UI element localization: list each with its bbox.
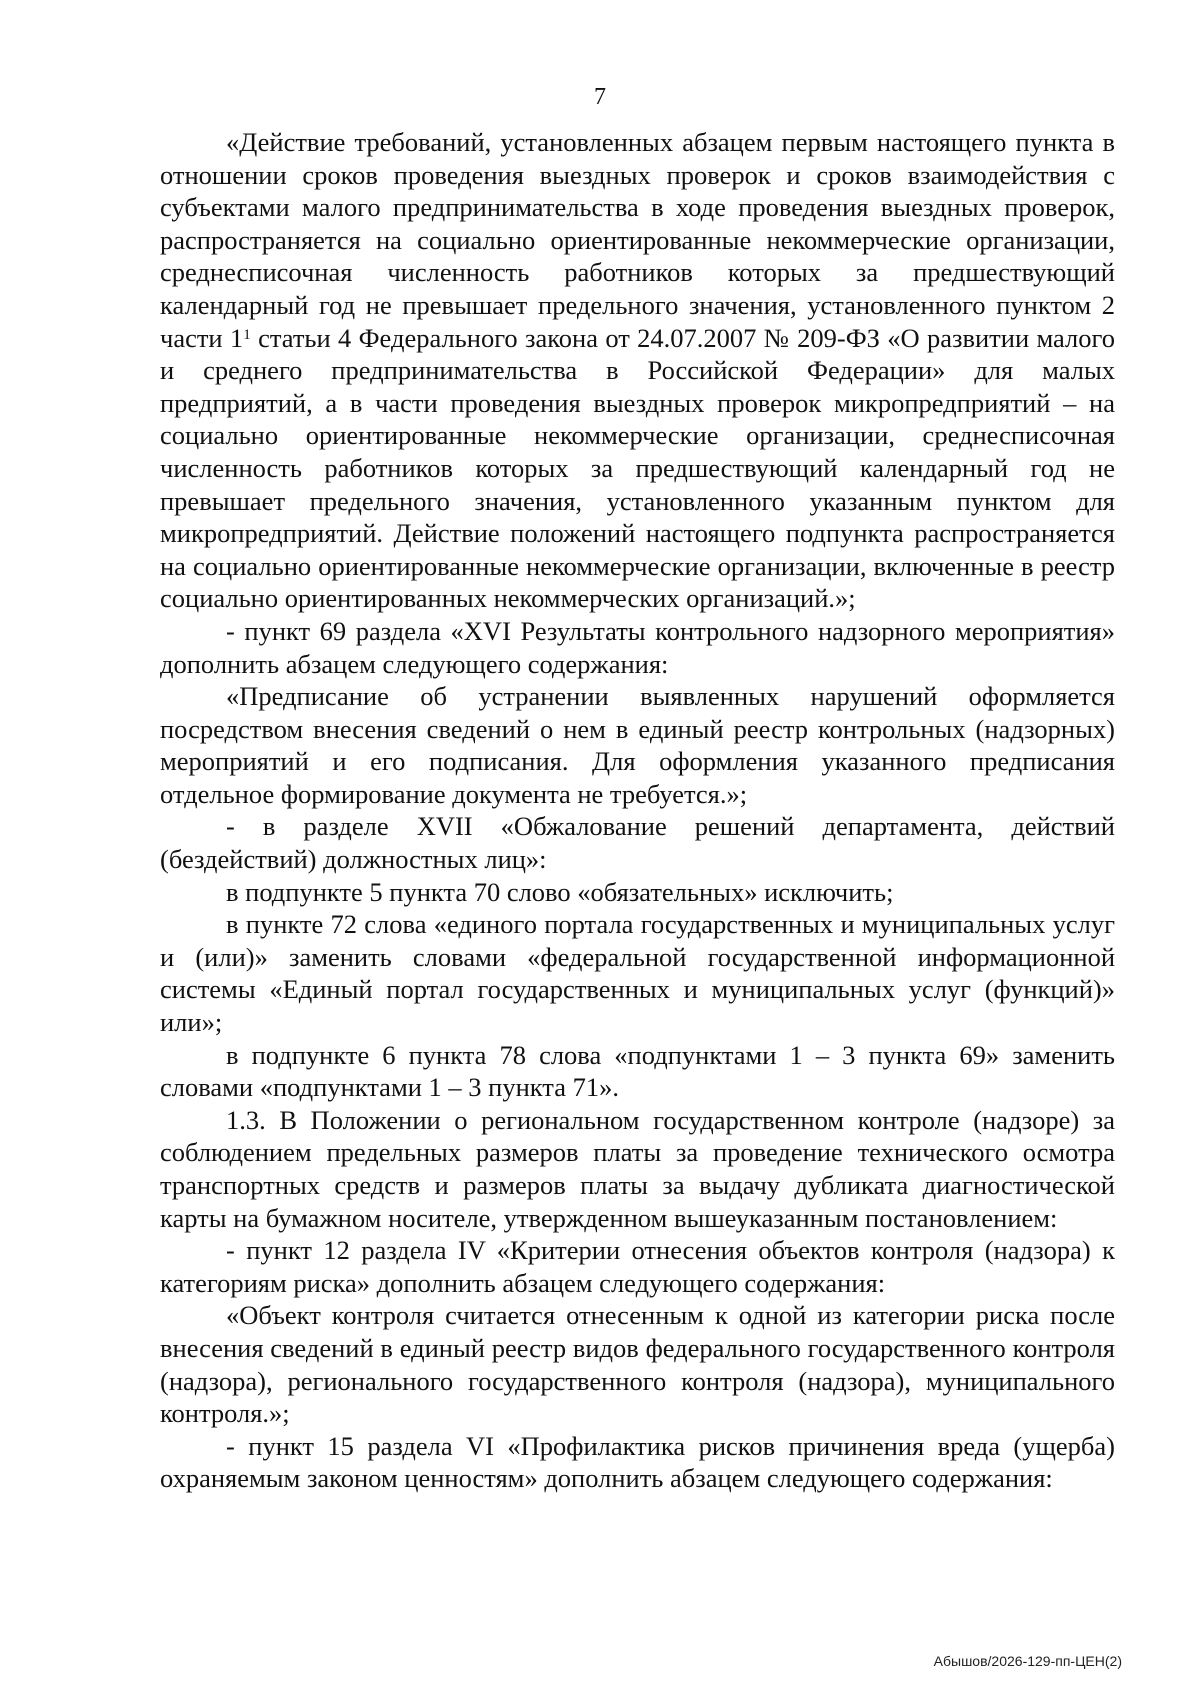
superscript: 1 [243,326,251,343]
document-body [160,126,1115,1495]
paragraph-text: «Действие требований, установленных абзацем первым настоящего пункта в отношении сроков проведения выездных проверок и сроков взаимодействия с субъектами малого предпринимательства в ходе проведения выездных проверок, распространяется на социально ориентированные некоммерческие организации, среднесписочная численность работников которых за предшествующий календарный год не превышает предельного значения, установленного пунктом 2 части 1 [160,127,1115,353]
page-number: 7 [594,84,606,110]
paragraph-item-70: в подпункте 5 пункта 70 слово «обязательных» исключить; [226,876,894,907]
paragraph-item-15: - пункт 15 раздела VI «Профилактика рисков причинения вреда (ущерба) охраняемым законом ценностям» дополнить абзацем следующего содержания: [160,1430,1115,1494]
paragraph-item-69: - пункт 69 раздела «XVI Результаты контрольного надзорного мероприятия» дополнить абзацем следующего содержания: [160,615,1115,679]
paragraph-quote-requirements [160,126,1115,615]
paragraph-section-xvii: - в разделе XVII «Обжалование решений департамента, действий (бездействий) должностных лиц»: [160,811,1115,875]
paragraph-quote-prescription: «Предписание об устранении выявленных нарушений оформляется посредством внесения сведений о нем в единый реестр контрольных (надзорных) мероприятий и его подписания. Для оформления указанного предписания отдельное формирование документа не требуется.»; [160,681,1115,809]
paragraph-item-72: в пункте 72 слова «единого портала государственных и муниципальных услуг и (или)» заменить словами «федеральной государственной информационной системы «Единый портал государственных и муниципальных услуг (функций)» или»; [160,909,1115,1038]
paragraph-item-78: в подпункте 6 пункта 78 слова «подпунктами 1 – 3 пункта 69» заменить словами «подпунктами 1 – 3 пункта 71». [160,1039,1115,1103]
paragraph-text: статьи 4 Федерального закона от 24.07.2007 № 209-ФЗ «О развитии малого и среднего предпринимательства в Российской Федерации» для малых предприятий, а в части проведения выездных проверок микропредприятий – на социально ориентированные некоммерческие организации, среднесписочная численность работников которых за предшествующий календарный год не превышает предельного значения, установленного указанным пунктом для микропредприятий. Действие положений настоящего подпункта распространяется на социально ориентированные некоммерческие организации, включенные в реестр социально ориентированных некоммерческих организаций.»; [160,322,1115,614]
paragraph-1-3: 1.3. В Положении о региональном государственном контроле (надзоре) за соблюдением предельных размеров платы за проведение технического осмотра транспортных средств и размеров платы за выдачу дубликата диагностической карты на бумажном носителе, утвержденном вышеуказанным постановлением: [160,1104,1115,1233]
paragraph-quote-control-object: «Объект контроля считается отнесенным к одной из категории риска после внесения сведений в единый реестр видов федерального государственного контроля (надзора), регионального государственного контроля (надзора), муниципального контроля.»; [160,1300,1115,1429]
document-reference: Абышов/2026-129-пп-ЦЕН(2) [933,1653,1122,1669]
paragraph-item-12: - пункт 12 раздела IV «Критерии отнесения объектов контроля (надзора) к категориям риска» дополнить абзацем следующего содержания: [160,1235,1115,1298]
